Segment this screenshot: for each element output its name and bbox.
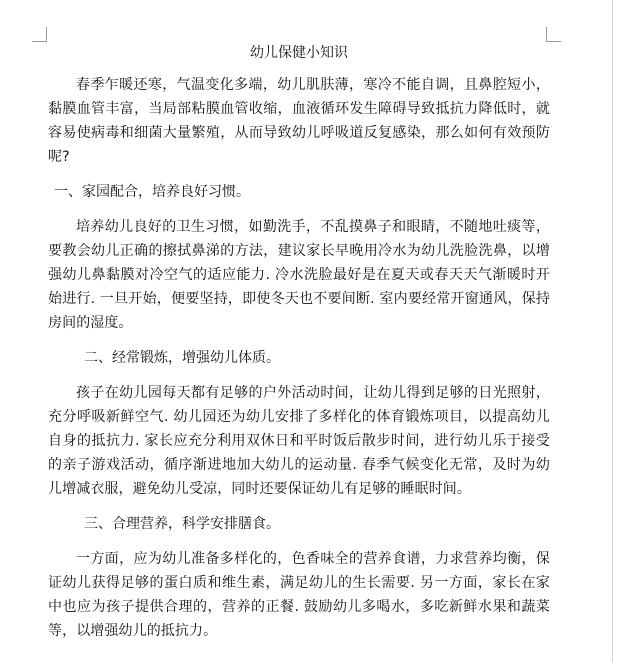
intro-paragraph: 春季乍暖还寒，气温变化多端，幼儿肌肤薄，寒冷不能自调，且鼻腔短小，黏膜血管丰富，当局部粘膜血管收缩，血液循环发生障碍导致抵抗力降低时，就容易使病毒和细菌大量繁殖，从而导致幼儿呼吸道反复感染，那么如何有效预防呢?	[48, 77, 550, 165]
page-edge	[612, 0, 613, 662]
section-1-heading: 一、家园配合，培养良好习惯。	[54, 184, 250, 200]
top-right-margin-mark	[546, 27, 561, 42]
section-3-paragraph: 一方面，应为幼儿准备多样化的，色香味全的营养食谱，力求营养均衡，保证幼儿获得足够的蛋白质和维生素，满足幼儿的生长需要. 另一方面，家长在家中也应为孩子提供合理的，营养的正餐. 鼓励幼儿多喝水，多吃新鲜水果和蔬菜等，以增强幼儿的抵抗力。	[48, 551, 550, 639]
section-3-heading: 三、合理营养，科学安排膳食。	[84, 516, 280, 532]
section-2-paragraph: 孩子在幼儿园每天都有足够的户外活动时间，让幼儿得到足够的日光照射，充分呼吸新鲜空气. 幼儿园还为幼儿安排了多样化的体育锻炼项目，以提高幼儿自身的抵抗力. 家长应充分利用双休日和平时饭后散步时间，进行幼儿乐于接受的亲子游戏活动，循序渐进地加大幼儿的运动量. 春季气候变化无常，及时为幼儿增减衣服，避免幼儿受凉，同时还要保证幼儿有足够的睡眠时间。	[48, 385, 550, 497]
document-title: 幼儿保健小知识	[250, 45, 348, 61]
section-2-heading: 二、经常锻炼，增强幼儿体质。	[84, 350, 280, 366]
document-body[interactable]	[48, 41, 550, 654]
top-left-margin-mark	[32, 27, 47, 42]
section-1-paragraph: 培养幼儿良好的卫生习惯，如勤洗手，不乱摸鼻子和眼睛，不随地吐痰等，要教会幼儿正确的擦拭鼻涕的方法，建议家长早晚用冷水为幼儿洗脸洗鼻，以增强幼儿鼻黏膜对冷空气的适应能力. 冷水洗脸最好是在夏天或春天天气渐暖时开始进行. 一旦开始，便要坚持，即使冬天也不要间断. 室内要经常开窗通风，保持房间的湿度。	[48, 219, 550, 331]
